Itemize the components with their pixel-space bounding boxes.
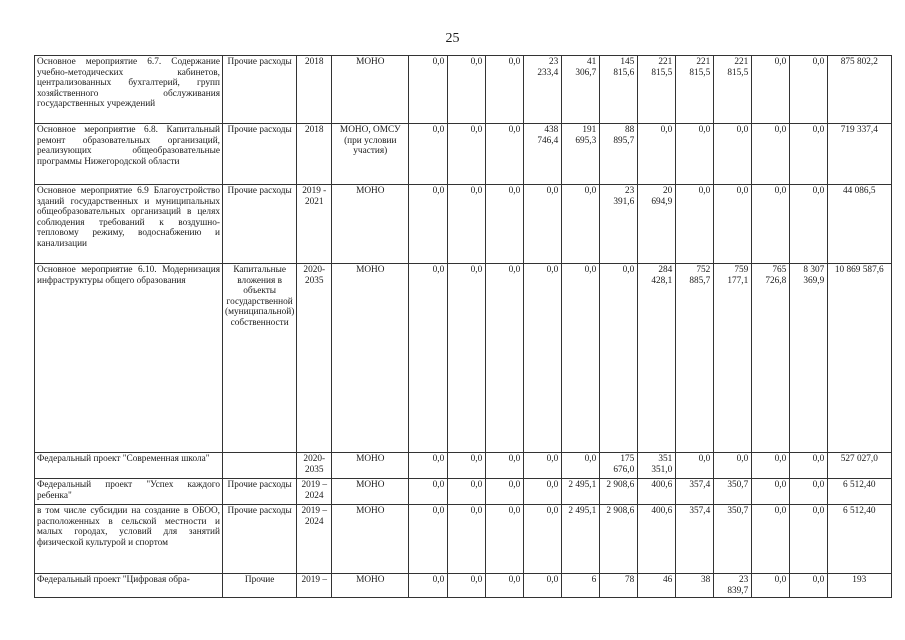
year-value-cell: 284 428,1 — [638, 264, 676, 453]
period-cell: 2018 — [297, 124, 332, 185]
year-value-cell: 0,0 — [790, 479, 828, 505]
year-value-cell: 0,0 — [790, 124, 828, 185]
expense-type-cell: Прочие — [223, 574, 297, 598]
year-value-cell: 2 908,6 — [600, 505, 638, 574]
year-value-cell: 0,0 — [524, 479, 562, 505]
measure-name-cell: Федеральный проект "Цифровая обра- — [35, 574, 223, 598]
year-value-cell: 88 895,7 — [600, 124, 638, 185]
expense-type-cell: Прочие расходы — [223, 185, 297, 264]
year-value-cell: 759 177,1 — [714, 264, 752, 453]
year-value-cell: 0,0 — [752, 124, 790, 185]
measure-name-cell: Федеральный проект "Успех каждого ребенка" — [35, 479, 223, 505]
total-cell: 10 869 587,6 — [828, 264, 892, 453]
year-value-cell: 0,0 — [448, 124, 486, 185]
year-value-cell: 0,0 — [790, 505, 828, 574]
expense-type-cell — [223, 453, 297, 479]
year-value-cell: 0,0 — [790, 56, 828, 124]
executor-cell: МОНО — [332, 185, 409, 264]
year-value-cell: 0,0 — [409, 264, 448, 453]
year-value-cell: 41 306,7 — [562, 56, 600, 124]
expense-type-cell: Прочие расходы — [223, 505, 297, 574]
year-value-cell: 175 676,0 — [600, 453, 638, 479]
measure-name-cell: Основное мероприятие 6.9 Благоустройство зданий государственных и муниципальных общеобразовательных организаций в целях соблюдения требований к воздушно-тепловому режиму, водоснабжению и канализации — [35, 185, 223, 264]
period-cell: 2020-2035 — [297, 264, 332, 453]
year-value-cell: 0,0 — [486, 453, 524, 479]
year-value-cell: 0,0 — [676, 453, 714, 479]
year-value-cell: 0,0 — [448, 264, 486, 453]
year-value-cell: 765 726,8 — [752, 264, 790, 453]
table-row — [35, 56, 892, 124]
executor-cell: МОНО — [332, 574, 409, 598]
year-value-cell: 0,0 — [409, 124, 448, 185]
table-row — [35, 264, 892, 453]
period-cell: 2020-2035 — [297, 453, 332, 479]
year-value-cell: 0,0 — [448, 185, 486, 264]
year-value-cell: 357,4 — [676, 479, 714, 505]
measure-name-cell: Основное мероприятие 6.10. Модернизация инфраструктуры общего образования — [35, 264, 223, 453]
table-row — [35, 479, 892, 505]
year-value-cell: 0,0 — [714, 453, 752, 479]
executor-cell: МОНО — [332, 479, 409, 505]
measure-name-cell: Основное мероприятие 6.8. Капитальный ремонт образовательных организаций, реализующих общеобразовательные программы Нижегородской области — [35, 124, 223, 185]
page-number: 25 — [445, 31, 460, 46]
year-value-cell: 0,0 — [714, 185, 752, 264]
year-value-cell: 0,0 — [790, 185, 828, 264]
year-value-cell: 0,0 — [752, 56, 790, 124]
table-row — [35, 124, 892, 185]
year-value-cell: 0,0 — [600, 264, 638, 453]
year-value-cell: 0,0 — [409, 479, 448, 505]
executor-cell: МОНО — [332, 56, 409, 124]
executor-cell: МОНО — [332, 453, 409, 479]
year-value-cell: 0,0 — [752, 505, 790, 574]
year-value-cell: 0,0 — [486, 505, 524, 574]
year-value-cell: 0,0 — [524, 264, 562, 453]
table-row — [35, 453, 892, 479]
year-value-cell: 0,0 — [676, 124, 714, 185]
year-value-cell: 0,0 — [752, 479, 790, 505]
year-value-cell: 0,0 — [486, 124, 524, 185]
executor-cell: МОНО — [332, 505, 409, 574]
year-value-cell: 0,0 — [752, 574, 790, 598]
year-value-cell: 38 — [676, 574, 714, 598]
measure-name-cell: Федеральный проект "Современная школа" — [35, 453, 223, 479]
expense-type-cell: Прочие расходы — [223, 124, 297, 185]
period-cell: 2019 – 2024 — [297, 479, 332, 505]
year-value-cell: 0,0 — [448, 56, 486, 124]
year-value-cell: 145 815,6 — [600, 56, 638, 124]
year-value-cell: 6 — [562, 574, 600, 598]
year-value-cell: 0,0 — [409, 505, 448, 574]
table-row — [35, 574, 892, 598]
year-value-cell: 400,6 — [638, 505, 676, 574]
year-value-cell: 350,7 — [714, 505, 752, 574]
year-value-cell: 23 233,4 — [524, 56, 562, 124]
measure-name-cell: в том числе субсидии на создание в ОБОО, расположенных в сельской местности и малых городах, условий для занятий физической культурой и спортом — [35, 505, 223, 574]
year-value-cell: 0,0 — [562, 185, 600, 264]
year-value-cell: 2 495,1 — [562, 479, 600, 505]
year-value-cell: 0,0 — [752, 453, 790, 479]
year-value-cell: 0,0 — [409, 453, 448, 479]
measure-name-cell: Основное мероприятие 6.7. Содержание учебно-методических кабинетов, централизованных бухгалтерий, групп хозяйственного обслуживания государственных учреждений — [35, 56, 223, 124]
period-cell: 2019 – — [297, 574, 332, 598]
year-value-cell: 0,0 — [486, 56, 524, 124]
year-value-cell: 0,0 — [524, 185, 562, 264]
year-value-cell: 191 695,3 — [562, 124, 600, 185]
year-value-cell: 0,0 — [448, 505, 486, 574]
year-value-cell: 20 694,9 — [638, 185, 676, 264]
budget-table — [34, 55, 892, 598]
year-value-cell: 23 391,6 — [600, 185, 638, 264]
year-value-cell: 0,0 — [409, 56, 448, 124]
year-value-cell: 0,0 — [790, 574, 828, 598]
year-value-cell: 357,4 — [676, 505, 714, 574]
year-value-cell: 0,0 — [562, 264, 600, 453]
year-value-cell: 350,7 — [714, 479, 752, 505]
expense-type-cell: Прочие расходы — [223, 56, 297, 124]
period-cell: 2018 — [297, 56, 332, 124]
year-value-cell: 221 815,5 — [676, 56, 714, 124]
total-cell: 875 802,2 — [828, 56, 892, 124]
year-value-cell: 0,0 — [486, 185, 524, 264]
year-value-cell: 438 746,4 — [524, 124, 562, 185]
year-value-cell: 2 908,6 — [600, 479, 638, 505]
year-value-cell: 752 885,7 — [676, 264, 714, 453]
year-value-cell: 0,0 — [752, 185, 790, 264]
year-value-cell: 0,0 — [790, 453, 828, 479]
year-value-cell: 8 307 369,9 — [790, 264, 828, 453]
period-cell: 2019 - 2021 — [297, 185, 332, 264]
total-cell: 527 027,0 — [828, 453, 892, 479]
year-value-cell: 351 351,0 — [638, 453, 676, 479]
year-value-cell: 23 839,7 — [714, 574, 752, 598]
year-value-cell: 0,0 — [638, 124, 676, 185]
year-value-cell: 0,0 — [448, 453, 486, 479]
year-value-cell: 0,0 — [676, 185, 714, 264]
year-value-cell: 46 — [638, 574, 676, 598]
total-cell: 719 337,4 — [828, 124, 892, 185]
executor-cell: МОНО, ОМСУ (при условии участия) — [332, 124, 409, 185]
year-value-cell: 0,0 — [448, 574, 486, 598]
year-value-cell: 221 815,5 — [638, 56, 676, 124]
year-value-cell: 0,0 — [524, 505, 562, 574]
year-value-cell: 0,0 — [486, 574, 524, 598]
expense-type-cell: Прочие расходы — [223, 479, 297, 505]
year-value-cell: 0,0 — [562, 453, 600, 479]
table-row — [35, 185, 892, 264]
year-value-cell: 0,0 — [409, 574, 448, 598]
year-value-cell: 0,0 — [524, 574, 562, 598]
year-value-cell: 0,0 — [409, 185, 448, 264]
year-value-cell: 0,0 — [448, 479, 486, 505]
total-cell: 6 512,40 — [828, 479, 892, 505]
total-cell: 44 086,5 — [828, 185, 892, 264]
year-value-cell: 221 815,5 — [714, 56, 752, 124]
expense-type-cell: Капитальные вложения в объекты государственной (муниципальной) собственности — [223, 264, 297, 453]
executor-cell: МОНО — [332, 264, 409, 453]
year-value-cell: 0,0 — [524, 453, 562, 479]
year-value-cell: 0,0 — [486, 264, 524, 453]
year-value-cell: 400,6 — [638, 479, 676, 505]
total-cell: 6 512,40 — [828, 505, 892, 574]
table-row — [35, 505, 892, 574]
year-value-cell: 2 495,1 — [562, 505, 600, 574]
period-cell: 2019 – 2024 — [297, 505, 332, 574]
total-cell: 193 — [828, 574, 892, 598]
year-value-cell: 0,0 — [714, 124, 752, 185]
year-value-cell: 0,0 — [486, 479, 524, 505]
year-value-cell: 78 — [600, 574, 638, 598]
